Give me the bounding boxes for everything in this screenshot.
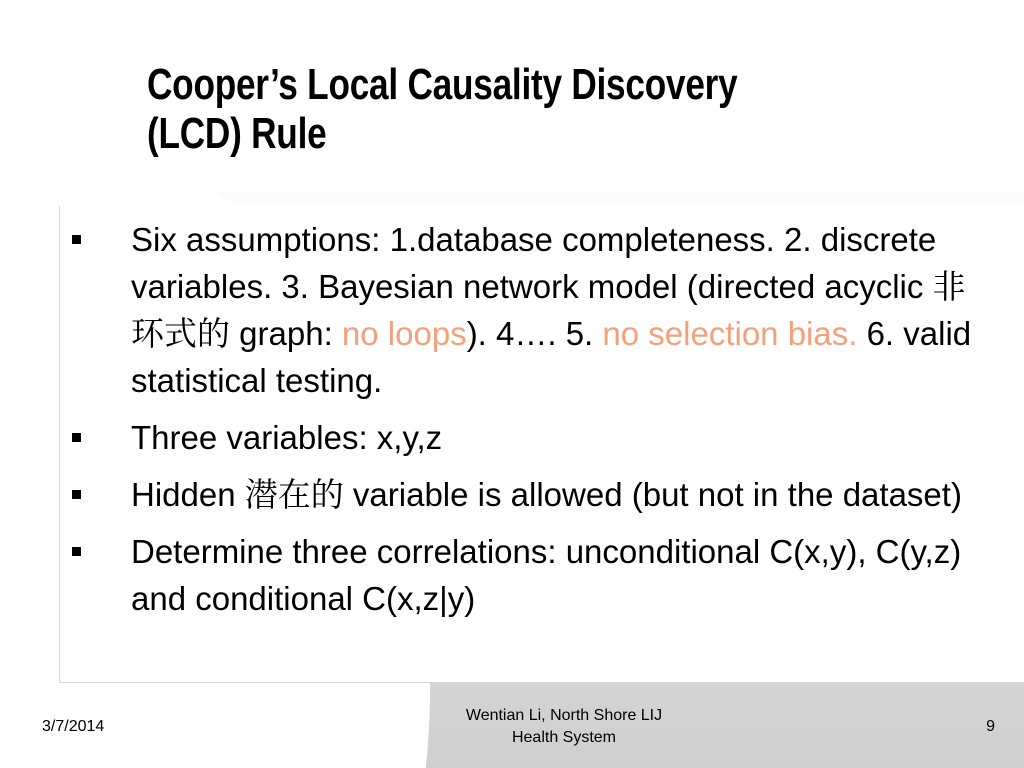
footer-author [424, 705, 704, 749]
slide-title-line-2: (LCD) Rule [147, 109, 327, 158]
bullet-list [72, 216, 992, 632]
highlight-no-loops: no loops [341, 315, 467, 352]
square-bullet-icon [72, 547, 81, 556]
footer-date: 3/7/2014 [42, 718, 105, 735]
slide-title [147, 60, 819, 158]
bullet-hidden-variable [72, 471, 992, 518]
square-bullet-icon [72, 490, 81, 499]
bullet-text: Determine three correlations: unconditional C(x,y), C(y,z) and conditional C(x,z|y) [131, 533, 962, 617]
page-number: 9 [986, 718, 995, 735]
square-bullet-icon [72, 235, 81, 244]
bullet-text: Six assumptions: 1.database completeness. 2. discrete variables. 3. Bayesian network model (directed acyclic 非环式的 graph: [131, 221, 966, 352]
bullet-assumptions [72, 216, 992, 404]
slide-title-line-1: Cooper’s Local Causality Discovery [147, 60, 738, 109]
square-bullet-icon [72, 433, 81, 442]
bullet-text: Hidden 潜在的 variable is allowed (but not in the dataset) [131, 476, 962, 513]
highlight-no-selection-bias: no selection bias. [602, 315, 858, 352]
bullet-three-variables [72, 414, 992, 461]
bullet-text: Three variables: x,y,z [131, 419, 443, 456]
bullet-text: 6. valid statistical testing. [131, 315, 972, 399]
bullet-correlations [72, 528, 992, 622]
footer-author-line-1: Wentian Li, North Shore LIJ [465, 707, 663, 724]
bullet-text: ). 4…. 5. [466, 315, 603, 352]
footer-author-line-2: Health System [511, 729, 617, 746]
